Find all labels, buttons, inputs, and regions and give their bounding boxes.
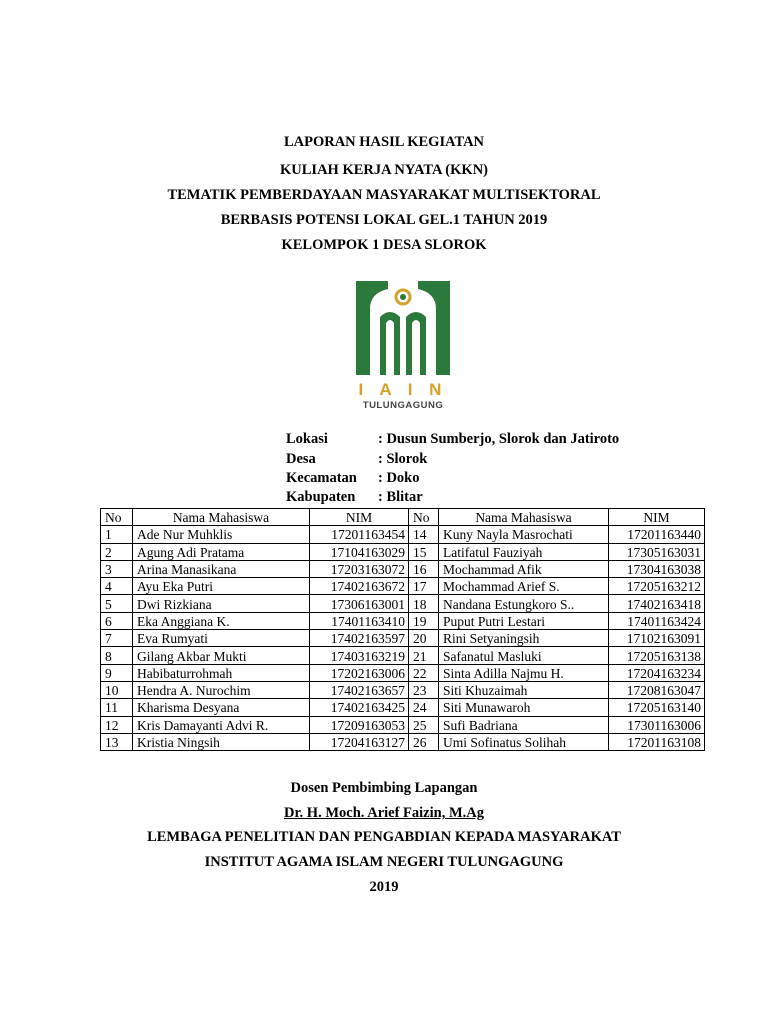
title-line-4: BERBASIS POTENSI LOKAL GEL.1 TAHUN 2019 <box>220 212 548 228</box>
title-line-3: TEMATIK PEMBERDAYAAN MASYARAKAT MULTISEKTORAL <box>167 187 601 203</box>
row-no: 13 <box>101 733 133 750</box>
info-lokasi <box>286 431 619 447</box>
row-nim: 17401163424 <box>609 612 705 629</box>
row-no: 10 <box>101 681 133 698</box>
header-no: No <box>409 509 439 526</box>
row-name: Eva Rumyati <box>133 630 310 647</box>
row-no: 25 <box>409 716 439 733</box>
logo-sun-icon <box>396 290 410 304</box>
table-row <box>101 612 705 629</box>
row-name: Kuny Nayla Masrochati <box>439 526 609 543</box>
row-no: 12 <box>101 716 133 733</box>
row-no: 26 <box>409 733 439 750</box>
row-nim: 17203163072 <box>310 560 409 577</box>
institution-line-2: INSTITUT AGAMA ISLAM NEGERI TULUNGAGUNG <box>204 854 564 870</box>
row-nim: 17402163418 <box>609 595 705 612</box>
row-name: Ayu Eka Putri <box>133 578 310 595</box>
row-no: 15 <box>409 543 439 560</box>
row-name: Kharisma Desyana <box>133 699 310 716</box>
row-nim: 17402163425 <box>310 699 409 716</box>
table-row <box>101 595 705 612</box>
row-nim: 17204163127 <box>310 733 409 750</box>
supervisor-label: Dosen Pembimbing Lapangan <box>290 780 478 796</box>
row-name: Nandana Estungkoro S.. <box>439 595 609 612</box>
table-row <box>101 630 705 647</box>
row-no: 11 <box>101 699 133 716</box>
row-nim: 17104163029 <box>310 543 409 560</box>
title-line-2: KULIAH KERJA NYATA (KKN) <box>280 162 488 178</box>
header-no: No <box>101 509 133 526</box>
table-row <box>101 716 705 733</box>
row-nim: 17102163091 <box>609 630 705 647</box>
row-nim: 17201163440 <box>609 526 705 543</box>
row-no: 9 <box>101 664 133 681</box>
row-name: Latifatul Fauziyah <box>439 543 609 560</box>
row-name: Siti Khuzaimah <box>439 681 609 698</box>
row-nim: 17305163031 <box>609 543 705 560</box>
logo-text-sub: TULUNGAGUNG <box>362 400 444 411</box>
row-no: 16 <box>409 560 439 577</box>
header-name: Nama Mahasiswa <box>133 509 310 526</box>
row-no: 20 <box>409 630 439 647</box>
table-row <box>101 733 705 750</box>
info-label: Kabupaten <box>286 489 356 505</box>
logo-text-main: I A I N <box>358 380 448 399</box>
row-name: Agung Adi Pratama <box>133 543 310 560</box>
row-no: 5 <box>101 595 133 612</box>
info-label: Lokasi <box>286 431 328 447</box>
supervisor-name: Dr. H. Moch. Arief Faizin, M.Ag <box>283 805 484 821</box>
table-row <box>101 543 705 560</box>
row-nim: 17202163006 <box>310 664 409 681</box>
row-name: Sinta Adilla Najmu H. <box>439 664 609 681</box>
row-nim: 17402163657 <box>310 681 409 698</box>
table-row <box>101 578 705 595</box>
row-no: 1 <box>101 526 133 543</box>
row-no: 18 <box>409 595 439 612</box>
row-nim: 17403163219 <box>310 647 409 664</box>
row-nim: 17208163047 <box>609 681 705 698</box>
row-name: Eka Anggiana K. <box>133 612 310 629</box>
title-line-1: LAPORAN HASIL KEGIATAN <box>283 134 485 150</box>
row-name: Arina Manasikana <box>133 560 310 577</box>
row-name: Ade Nur Muhklis <box>133 526 310 543</box>
row-nim: 17209163053 <box>310 716 409 733</box>
header-nim: NIM <box>609 509 705 526</box>
table-header-row <box>101 509 705 526</box>
title-line-5: KELOMPOK 1 DESA SLOROK <box>281 237 487 253</box>
row-nim: 17201163454 <box>310 526 409 543</box>
row-no: 23 <box>409 681 439 698</box>
info-label: Kecamatan <box>286 470 357 486</box>
row-name: Habibaturrohmah <box>133 664 310 681</box>
row-name: Rini Setyaningsih <box>439 630 609 647</box>
row-nim: 17402163672 <box>310 578 409 595</box>
row-name: Mochammad Afik <box>439 560 609 577</box>
info-desa <box>286 451 427 467</box>
row-no: 8 <box>101 647 133 664</box>
year: 2019 <box>369 879 399 895</box>
row-no: 3 <box>101 560 133 577</box>
info-label: Desa <box>286 451 316 467</box>
header-nim: NIM <box>310 509 409 526</box>
row-name: Sufi Badriana <box>439 716 609 733</box>
row-no: 2 <box>101 543 133 560</box>
row-no: 7 <box>101 630 133 647</box>
row-nim: 17301163006 <box>609 716 705 733</box>
row-nim: 17201163108 <box>609 733 705 750</box>
row-nim: 17304163038 <box>609 560 705 577</box>
row-no: 6 <box>101 612 133 629</box>
row-no: 21 <box>409 647 439 664</box>
row-no: 17 <box>409 578 439 595</box>
table-row <box>101 699 705 716</box>
row-nim: 17205163138 <box>609 647 705 664</box>
row-name: Dwi Rizkiana <box>133 595 310 612</box>
row-nim: 17401163410 <box>310 612 409 629</box>
info-value: : Blitar <box>378 489 423 505</box>
info-kecamatan <box>286 470 420 486</box>
row-nim: 17205163140 <box>609 699 705 716</box>
row-name: Gilang Akbar Mukti <box>133 647 310 664</box>
row-nim: 17306163001 <box>310 595 409 612</box>
table-row <box>101 647 705 664</box>
row-no: 4 <box>101 578 133 595</box>
info-value: : Dusun Sumberjo, Slorok dan Jatiroto <box>378 431 620 447</box>
member-table <box>100 508 705 751</box>
institution-line-1: LEMBAGA PENELITIAN DAN PENGABDIAN KEPADA MASYARAKAT <box>147 829 621 845</box>
row-name: Safanatul Masluki <box>439 647 609 664</box>
table-row <box>101 664 705 681</box>
row-name: Kristia Ningsih <box>133 733 310 750</box>
row-name: Puput Putri Lestari <box>439 612 609 629</box>
header-name: Nama Mahasiswa <box>439 509 609 526</box>
row-nim: 17204163234 <box>609 664 705 681</box>
row-name: Umi Sofinatus Solihah <box>439 733 609 750</box>
iain-logo <box>350 275 456 411</box>
table-row <box>101 681 705 698</box>
row-name: Kris Damayanti Advi R. <box>133 716 310 733</box>
row-name: Mochammad Arief S. <box>439 578 609 595</box>
row-name: Siti Munawaroh <box>439 699 609 716</box>
info-value: : Doko <box>378 470 420 486</box>
table-row <box>101 526 705 543</box>
row-name: Hendra A. Nurochim <box>133 681 310 698</box>
row-nim: 17205163212 <box>609 578 705 595</box>
info-value: : Slorok <box>378 451 428 467</box>
row-nim: 17402163597 <box>310 630 409 647</box>
row-no: 22 <box>409 664 439 681</box>
info-kabupaten <box>286 489 423 505</box>
row-no: 24 <box>409 699 439 716</box>
row-no: 14 <box>409 526 439 543</box>
row-no: 19 <box>409 612 439 629</box>
table-row <box>101 560 705 577</box>
